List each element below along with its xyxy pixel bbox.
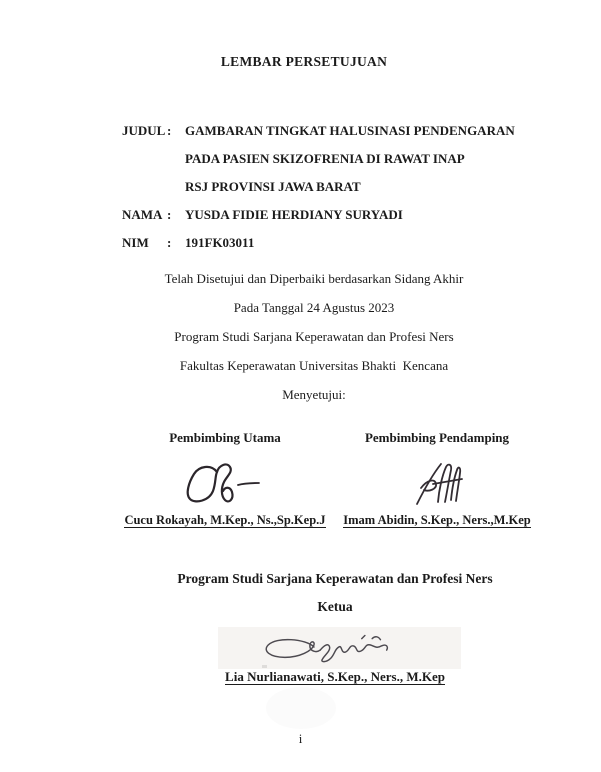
- program-head-program-line: Program Studi Sarjana Keperawatan dan Profesi Ners: [177, 571, 493, 586]
- faculty-line: Fakultas Keperawatan Universitas Bhakti Kencana: [179, 358, 449, 373]
- scan-artifact: [262, 665, 267, 668]
- field-judul: [122, 117, 522, 201]
- co-supervisor-role: Pembimbing Pendamping: [364, 430, 510, 445]
- page-title: LEMBAR PERSETUJUAN: [220, 54, 388, 69]
- primary-supervisor-role: Pembimbing Utama: [169, 430, 281, 445]
- student-id: 191FK03011: [185, 235, 255, 250]
- approval-statement-line: Telah Disetujui dan Diperbaiki berdasarkan Sidang Akhir: [164, 271, 464, 286]
- program-head-role: Ketua: [317, 599, 353, 614]
- approving-label: Menyetujui:: [282, 387, 346, 402]
- nama-colon: :: [167, 207, 172, 222]
- lia-nurlianawati-signature-icon: [218, 627, 461, 669]
- thesis-title-line-2: PADA PASIEN SKIZOFRENIA DI RAWAT INAP: [185, 151, 465, 166]
- program-head-name: Lia Nurlianawati, S.Kep., Ners., M.Kep: [225, 669, 445, 684]
- field-nim: [122, 229, 522, 257]
- page-number: i: [298, 731, 303, 746]
- judul-label: JUDUL: [122, 123, 166, 138]
- nim-colon: :: [167, 235, 172, 250]
- primary-supervisor-block: [113, 430, 337, 538]
- thesis-info-fields: [122, 117, 522, 257]
- imam-abidin-signature-icon: [330, 460, 544, 510]
- approval-statement: [113, 264, 515, 409]
- primary-supervisor-name: Cucu Rokayah, M.Kep., Ns.,Sp.Kep.J: [124, 513, 326, 527]
- nim-label: NIM: [122, 235, 149, 250]
- co-supervisor-block: [330, 430, 544, 538]
- student-name: YUSDA FIDIE HERDIANY SURYADI: [185, 207, 403, 222]
- cucu-rokayah-signature-icon: [113, 460, 337, 510]
- faint-stamp-smudge: [266, 687, 336, 729]
- thesis-title-line-1: GAMBARAN TINGKAT HALUSINASI PENDENGARAN: [185, 123, 515, 138]
- field-nama: [122, 201, 522, 229]
- co-supervisor-name: Imam Abidin, S.Kep., Ners.,M.Kep: [343, 513, 531, 527]
- thesis-title: [185, 117, 522, 201]
- approval-date-line: Pada Tanggal 24 Agustus 2023: [233, 300, 395, 315]
- study-program-line: Program Studi Sarjana Keperawatan dan Profesi Ners: [174, 329, 454, 344]
- nama-label: NAMA: [122, 207, 163, 222]
- judul-colon: :: [167, 123, 172, 138]
- thesis-title-line-3: RSJ PROVINSI JAWA BARAT: [185, 179, 361, 194]
